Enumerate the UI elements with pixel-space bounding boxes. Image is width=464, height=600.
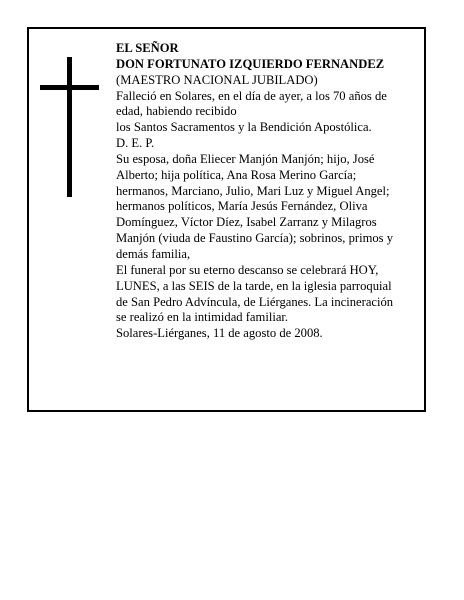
notice-line: El funeral por su eterno descanso se celebrará HOY, xyxy=(116,262,379,277)
deceased-name: DON FORTUNATO IZQUIERDO FERNANDEZ xyxy=(116,56,385,71)
notice-title: EL SEÑOR xyxy=(116,41,179,55)
notice-line: Su esposa, doña Eliecer Manjón Manjón; hijo, José xyxy=(116,151,375,166)
notice-line: edad, habiendo recibido xyxy=(116,104,237,119)
notice-line: Falleció en Solares, en el día de ayer, a los 70 años de xyxy=(116,88,387,103)
notice-line: Alberto; hija política, Ana Rosa Merino García; xyxy=(116,167,357,182)
notice-line: se realizó en la intimidad familiar. xyxy=(116,310,289,325)
notice-line: Solares-Liérganes, 11 de agosto de 2008. xyxy=(116,326,323,341)
notice-line: (MAESTRO NACIONAL JUBILADO) xyxy=(116,72,318,87)
obituary-notice xyxy=(27,27,426,412)
notice-text xyxy=(116,41,412,342)
notice-line: D. E. P. xyxy=(116,136,155,151)
cross-vertical-bar xyxy=(67,57,72,197)
cross-horizontal-bar xyxy=(40,85,99,90)
notice-line: los Santos Sacramentos y la Bendición Apostólica. xyxy=(116,120,372,135)
notice-line: demás familia, xyxy=(116,246,191,261)
notice-line: hermanos políticos, María Jesús Fernández, Oliva xyxy=(116,199,368,214)
notice-line: LUNES, a las SEIS de la tarde, en la iglesia parroquial xyxy=(116,278,392,293)
notice-line: hermanos, Marciano, Julio, Mari Luz y Miguel Angel; xyxy=(116,183,390,198)
notice-line: Domínguez, Víctor Díez, Isabel Zarranz y Milagros xyxy=(116,215,377,230)
notice-line: de San Pedro Advíncula, de Liérganes. La incineración xyxy=(116,294,394,309)
notice-line: Manjón (viuda de Faustino García); sobrinos, primos y xyxy=(116,231,394,246)
